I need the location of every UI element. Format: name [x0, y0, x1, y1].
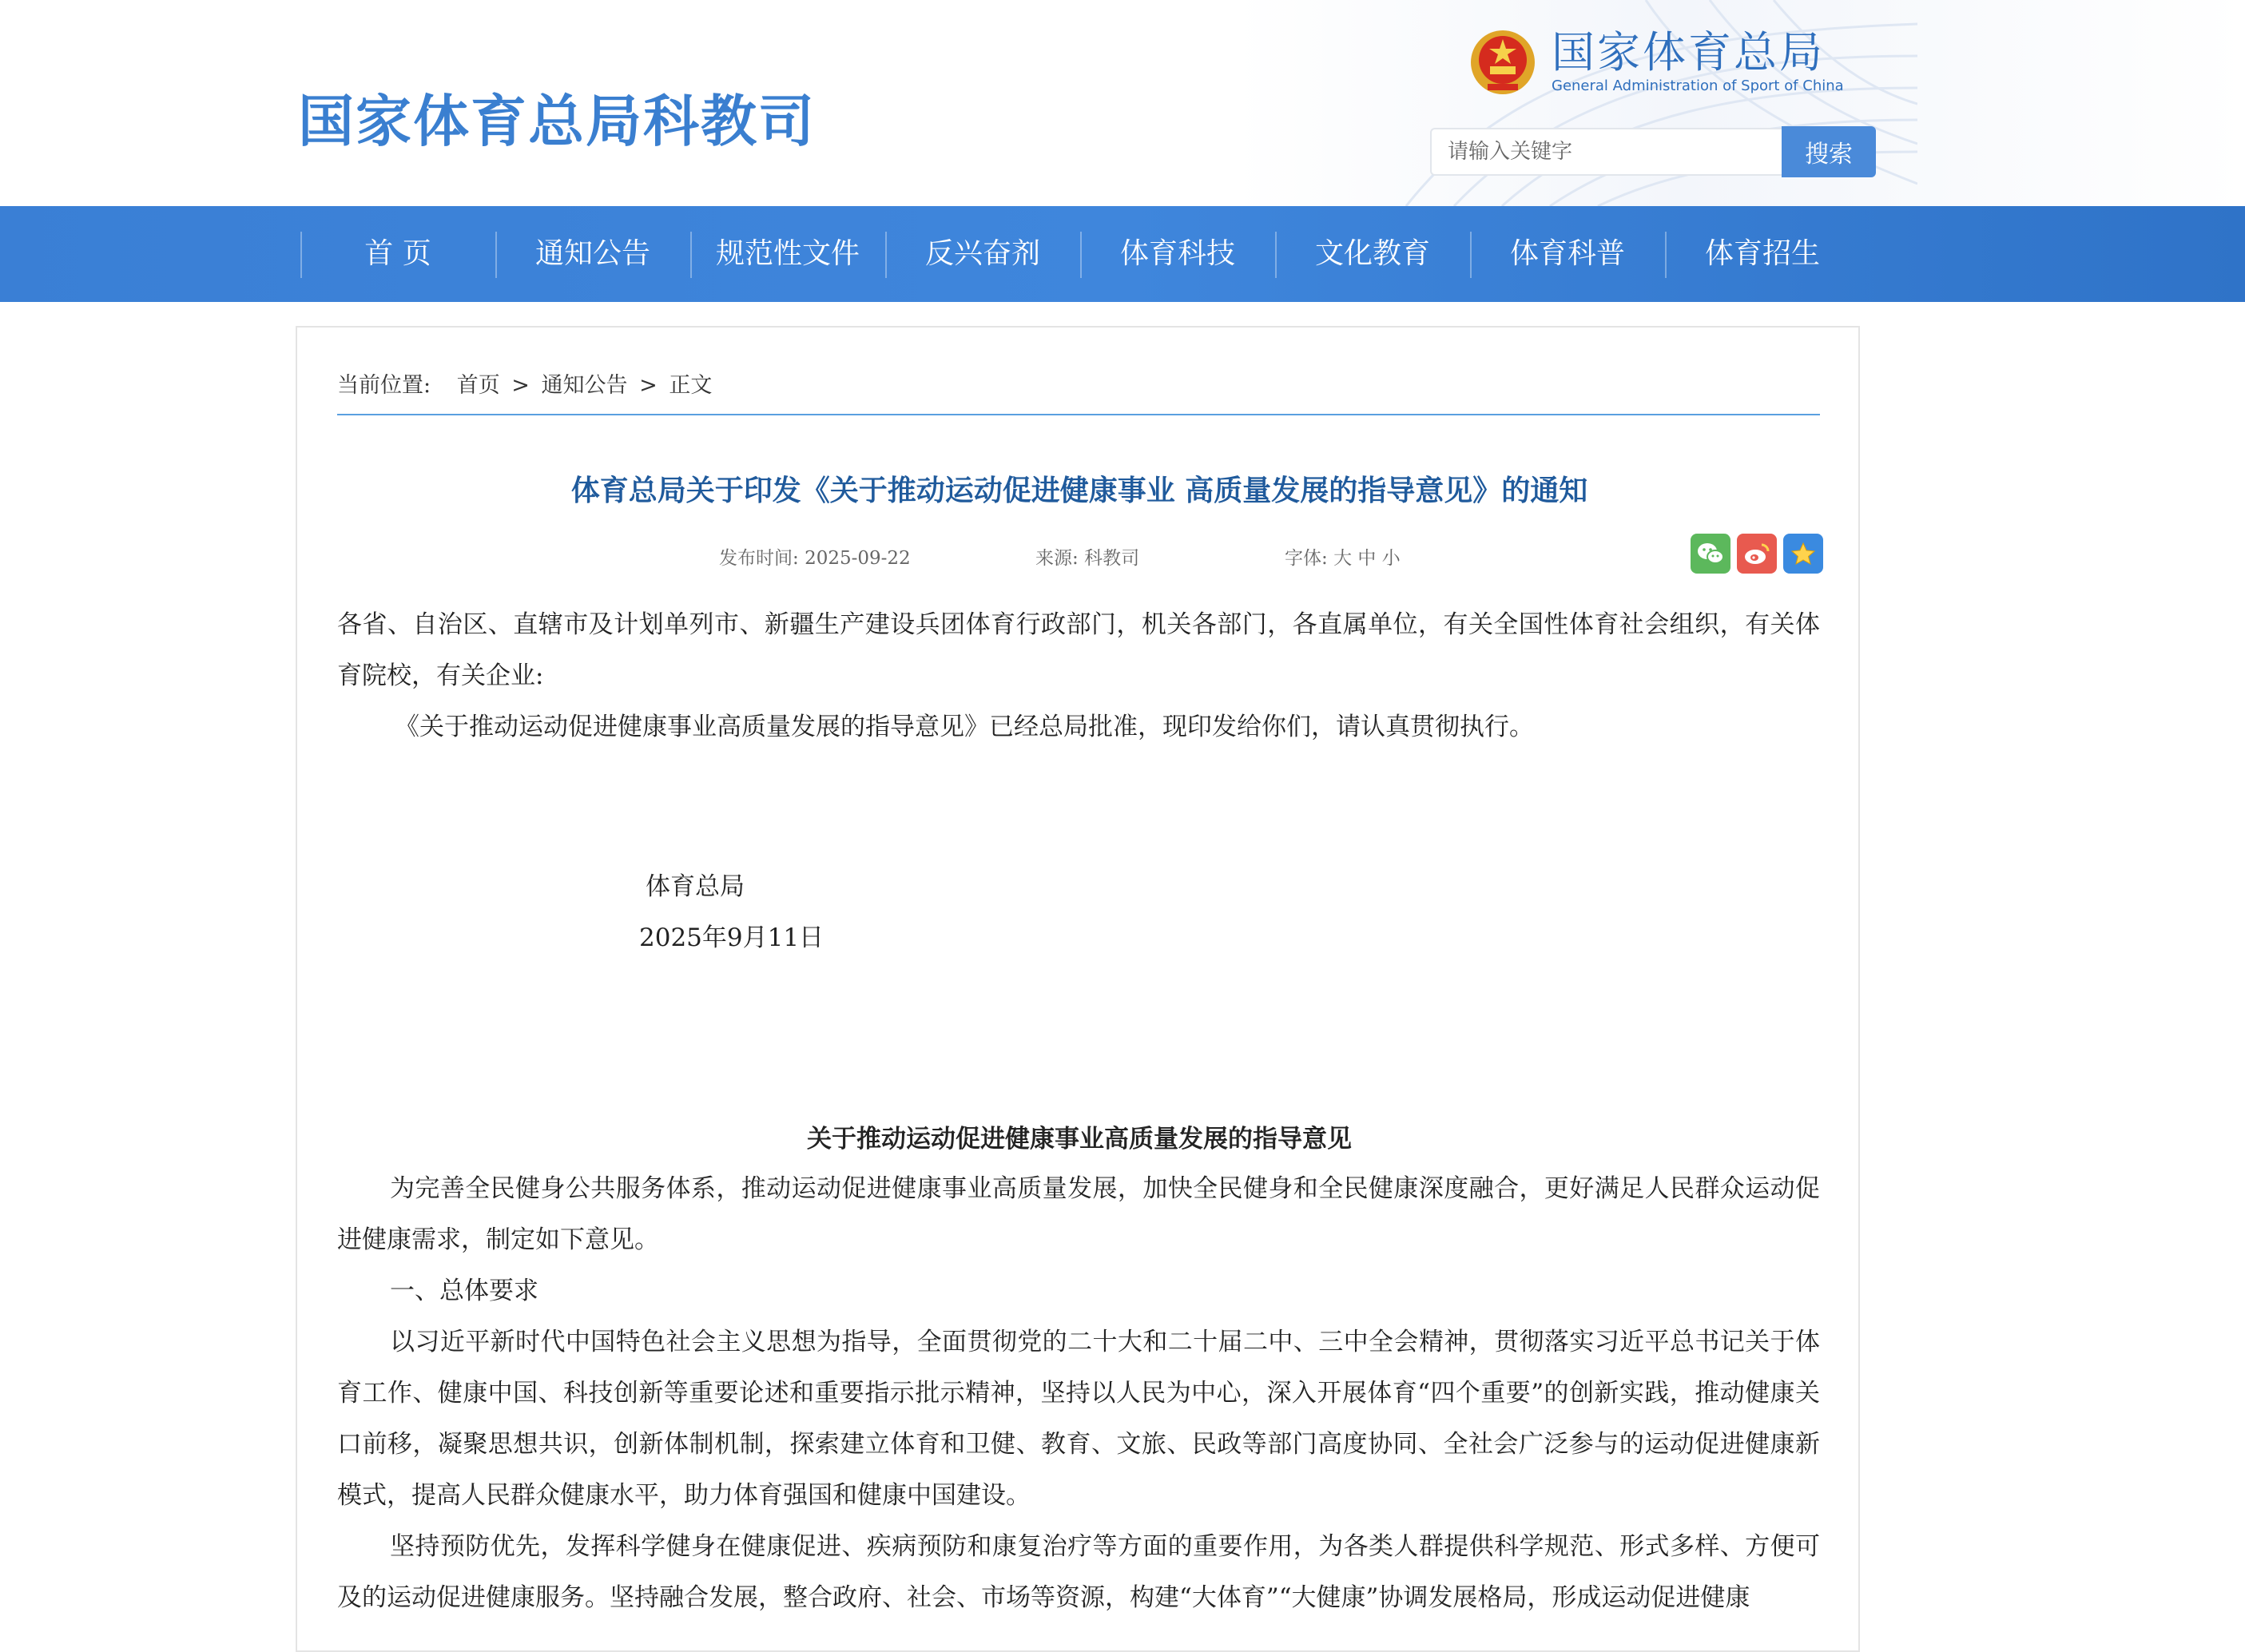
favorite-icon[interactable] — [1783, 534, 1823, 574]
org-logo[interactable] — [1468, 26, 1844, 99]
article-container — [296, 326, 1860, 1652]
section-heading: 一、总体要求 — [390, 1277, 538, 1305]
publish-date-value: 2025-09-22 — [805, 548, 911, 569]
search-bar — [1430, 128, 1876, 179]
opinion-title: 关于推动运动促进健康事业高质量发展的指导意见 — [807, 1125, 1352, 1154]
font-size-label: 字体: — [1285, 548, 1328, 569]
opinion-paragraph: 为完善全民健身公共服务体系，推动运动促进健康事业高质量发展，加快全民健身和全民健康深度融合，更好满足人民群众运动促进健康需求，制定如下意见。 — [337, 1174, 1820, 1254]
share-buttons — [1691, 534, 1830, 574]
breadcrumb-home-link[interactable]: 首页 — [456, 373, 500, 398]
source-value: 科教司 — [1084, 548, 1140, 569]
source-label: 来源: — [1035, 548, 1079, 569]
publish-date — [719, 543, 911, 570]
search-button[interactable]: 搜索 — [1782, 126, 1876, 177]
publish-date-label: 发布时间: — [719, 548, 799, 569]
nav-item-home[interactable]: 首 页 — [300, 206, 495, 302]
signature-org: 体育总局 — [646, 872, 745, 901]
breadcrumb-section-link[interactable]: 通知公告 — [541, 373, 628, 398]
article-title: 体育总局关于印发《关于推动运动促进健康事业 高质量发展的指导意见》的通知 — [570, 474, 1588, 507]
breadcrumb-divider — [337, 414, 1820, 415]
nav-item-admissions[interactable]: 体育招生 — [1665, 206, 1860, 302]
national-emblem-icon — [1468, 28, 1537, 97]
breadcrumb-separator: > — [511, 373, 530, 398]
opinion-paragraph: 坚持预防优先，发挥科学健身在健康促进、疾病预防和康复治疗等方面的重要作用，为各类人群提供科学规范、形式多样、方便可及的运动促进健康服务。坚持融合发展，整合政府、社会、市场等资源，构建“大体育”“大健康”协调发展格局，形成运动促进健康 — [337, 1532, 1820, 1612]
article-body — [337, 599, 1820, 753]
breadcrumb — [337, 367, 717, 399]
signature-date: 2025年9月11日 — [639, 923, 824, 952]
site-title[interactable]: 国家体育总局科教司 — [298, 88, 816, 154]
search-input[interactable] — [1430, 128, 1782, 176]
nav-item-notices[interactable]: 通知公告 — [495, 206, 690, 302]
font-size-switcher — [1285, 543, 1401, 570]
font-size-large[interactable]: 大 — [1333, 548, 1353, 569]
nav-item-science-popularization[interactable]: 体育科普 — [1470, 206, 1665, 302]
site-header — [0, 0, 2245, 206]
nav-item-culture-education[interactable]: 文化教育 — [1275, 206, 1470, 302]
nav-item-anti-doping[interactable]: 反兴奋剂 — [885, 206, 1080, 302]
main-nav — [0, 206, 2245, 302]
opinion-paragraph: 以习近平新时代中国特色社会主义思想为指导，全面贯彻党的二十大和二十届二中、三中全会精神，贯彻落实习近平总书记关于体育工作、健康中国、科技创新等重要论述和重要指示批示精神，坚持以人民为中心，深入开展体育“四个重要”的创新实践，推动健康关口前移，凝聚思想共识，创新体制机制，探索建立体育和卫健、教育、文旅、民政等部门高度协同、全社会广泛参与的运动促进健康新模式，提高人民群众健康水平，助力体育强国和健康中国建设。 — [337, 1328, 1820, 1510]
logo-english-name: General Administration of Sport of China — [1552, 77, 1844, 94]
weibo-icon[interactable] — [1737, 534, 1777, 574]
nav-item-sports-tech[interactable]: 体育科技 — [1080, 206, 1275, 302]
wechat-icon[interactable] — [1691, 534, 1730, 574]
breadcrumb-separator: > — [639, 373, 658, 398]
logo-chinese-name: 国家体育总局 — [1552, 27, 1825, 77]
nav-item-regulations[interactable]: 规范性文件 — [690, 206, 885, 302]
font-size-small[interactable]: 小 — [1381, 548, 1401, 569]
breadcrumb-current: 正文 — [669, 373, 713, 398]
notice-paragraph: 《关于推动运动促进健康事业高质量发展的指导意见》已经总局批准，现印发给你们，请认真贯彻执行。 — [395, 713, 1534, 741]
addressee-paragraph: 各省、自治区、直辖市及计划单列市、新疆生产建设兵团体育行政部门，机关各部门，各直属单位，有关全国性体育社会组织，有关体育院校，有关企业: — [337, 610, 1820, 690]
font-size-medium[interactable]: 中 — [1357, 548, 1377, 569]
breadcrumb-label: 当前位置: — [337, 373, 431, 398]
article-source — [1035, 543, 1139, 570]
opinion-body — [337, 1163, 1820, 1623]
